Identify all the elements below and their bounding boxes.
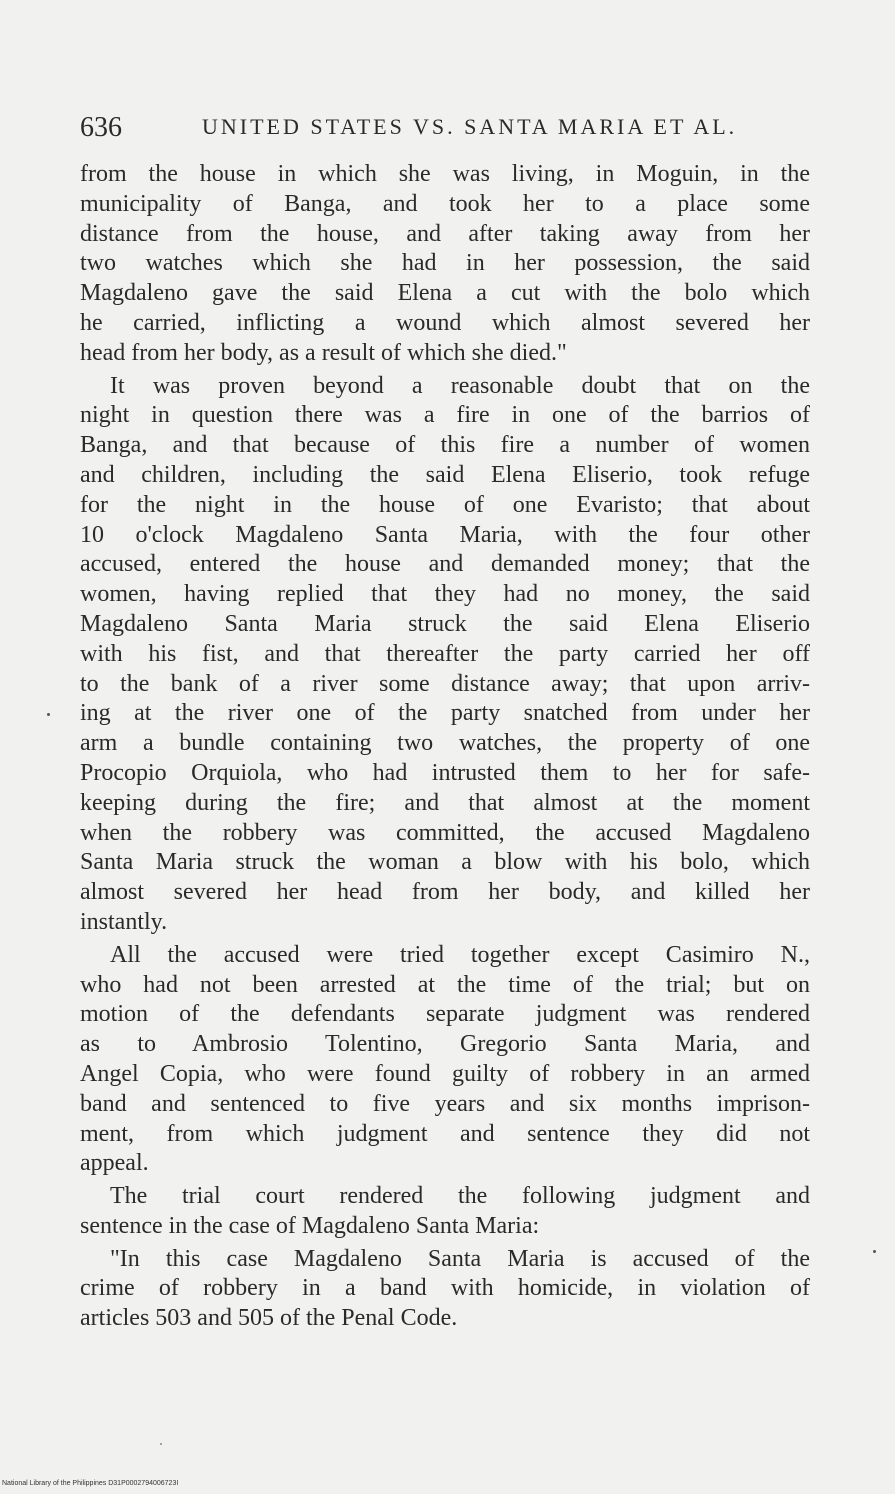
text-line: band and sentenced to five years and six months imprison- xyxy=(80,1090,810,1117)
paragraph-trial xyxy=(80,941,810,1179)
scan-speck xyxy=(873,1250,876,1253)
paragraph-continuation xyxy=(80,160,810,369)
text-line: articles 503 and 505 of the Penal Code. xyxy=(80,1305,458,1332)
text-line: appeal. xyxy=(80,1150,149,1177)
paragraph-quoted-judgment xyxy=(80,1245,810,1334)
scan-speck xyxy=(47,713,50,716)
page-header xyxy=(80,112,820,152)
text-line: Procopio Orquiola, who had intrusted them to her for safe- xyxy=(80,759,810,786)
scan-speck xyxy=(160,1443,162,1445)
paragraph-judgment-intro xyxy=(80,1182,810,1242)
text-line: distance from the house, and after taking away from her xyxy=(80,220,810,247)
text-line: 10 o'clock Magdaleno Santa Maria, with the four other xyxy=(80,521,810,548)
text-line: instantly. xyxy=(80,908,168,935)
text-line: night in question there was a fire in one of the barrios of xyxy=(80,402,810,429)
text-line: municipality of Banga, and took her to a place some xyxy=(80,190,810,217)
text-line: with his fist, and that thereafter the party carried her off xyxy=(80,640,810,667)
text-line: almost severed her head from her body, and killed her xyxy=(80,879,810,906)
text-line: motion of the defendants separate judgment was rendered xyxy=(80,1001,810,1028)
text-line: Banga, and that because of this fire a number of women xyxy=(80,432,810,459)
text-line: Magdaleno gave the said Elena a cut with the bolo which xyxy=(80,280,810,307)
text-line: "In this case Magdaleno Santa Maria is accused of the xyxy=(110,1245,810,1272)
text-line: sentence in the case of Magdaleno Santa Maria: xyxy=(80,1212,540,1239)
text-line: Angel Copia, who were found guilty of robbery in an armed xyxy=(80,1060,810,1087)
page-number: 636 xyxy=(80,112,122,143)
body-text xyxy=(80,160,810,1334)
text-line: head from her body, as a result of which she died." xyxy=(80,339,567,366)
running-head: UNITED STATES VS. SANTA MARIA ET AL. xyxy=(202,114,738,139)
text-line: It was proven beyond a reasonable doubt that on the xyxy=(110,372,810,399)
text-line: for the night in the house of one Evaristo; that about xyxy=(80,491,810,518)
text-line: accused, entered the house and demanded money; that the xyxy=(80,551,810,578)
text-line: from the house in which she was living, in Moguin, in the xyxy=(80,161,810,187)
text-line: The trial court rendered the following judgment and xyxy=(110,1183,810,1210)
text-line: ing at the river one of the party snatched from under her xyxy=(80,700,810,727)
text-line: as to Ambrosio Tolentino, Gregorio Santa Maria, and xyxy=(80,1031,810,1058)
text-line: Santa Maria struck the woman a blow with his bolo, which xyxy=(80,849,810,876)
text-line: to the bank of a river some distance away; that upon arriv- xyxy=(80,670,810,697)
text-line: women, having replied that they had no money, the said xyxy=(80,581,810,608)
text-line: he carried, inflicting a wound which almost severed her xyxy=(80,309,810,336)
text-line: when the robbery was committed, the accused Magdaleno xyxy=(80,819,810,846)
text-line: Magdaleno Santa Maria struck the said Elena Eliserio xyxy=(80,610,810,637)
text-line: who had not been arrested at the time of the trial; but on xyxy=(80,971,810,998)
text-line: and children, including the said Elena Eliserio, took refuge xyxy=(80,461,810,488)
text-line: ment, from which judgment and sentence they did not xyxy=(80,1120,810,1147)
text-line: crime of robbery in a band with homicide, in violation of xyxy=(80,1275,810,1302)
text-line: two watches which she had in her possession, the said xyxy=(80,250,810,277)
text-line: arm a bundle containing two watches, the property of one xyxy=(80,730,810,757)
paragraph-findings xyxy=(80,372,810,938)
text-line: All the accused were tried together except Casimiro N., xyxy=(110,941,810,968)
scan-credit: National Library of the Philippines D31P0002794006723I xyxy=(2,1480,179,1487)
text-line: keeping during the fire; and that almost at the moment xyxy=(80,789,810,816)
